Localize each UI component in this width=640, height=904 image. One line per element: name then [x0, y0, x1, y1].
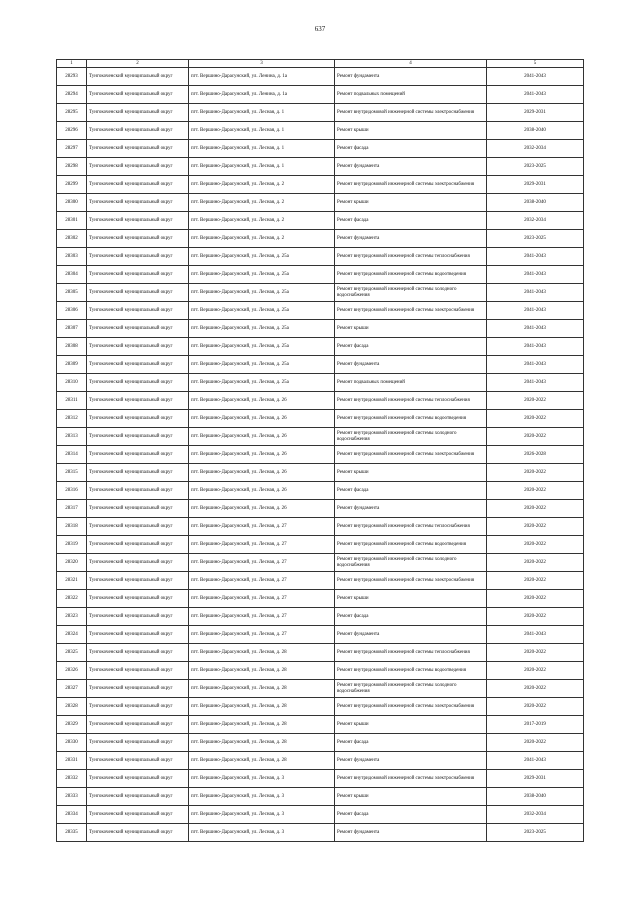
- municipality-cell: Тунгокоченский муниципальный округ: [87, 68, 189, 86]
- row-number-cell: 28334: [57, 806, 87, 824]
- work-type-cell: Ремонт крыши: [335, 122, 487, 140]
- table-row: [57, 806, 584, 824]
- row-number-cell: 28321: [57, 572, 87, 590]
- municipality-cell: Тунгокоченский муниципальный округ: [87, 140, 189, 158]
- table-row: [57, 86, 584, 104]
- row-number-cell: 28311: [57, 392, 87, 410]
- row-number-cell: 28302: [57, 230, 87, 248]
- work-type-cell: Ремонт фасада: [335, 806, 487, 824]
- table-row: [57, 410, 584, 428]
- row-number-cell: 28299: [57, 176, 87, 194]
- address-cell: пгт. Вершино-Дарасунский, ул. Лесная, д. 28: [189, 680, 335, 698]
- row-number-cell: 28313: [57, 428, 87, 446]
- work-type-cell: Ремонт внутридомовой инженерной системы холодного водоснабжения: [335, 680, 487, 698]
- row-number-cell: 28301: [57, 212, 87, 230]
- table-row: [57, 266, 584, 284]
- address-cell: пгт. Вершино-Дарасунский, ул. Лесная, д. 3: [189, 770, 335, 788]
- municipality-cell: Тунгокоченский муниципальный округ: [87, 230, 189, 248]
- table-row: [57, 284, 584, 302]
- period-cell: 2020-2022: [487, 428, 584, 446]
- period-cell: 2020-2022: [487, 554, 584, 572]
- work-type-cell: Ремонт подвальных помещений: [335, 86, 487, 104]
- address-cell: пгт. Вершино-Дарасунский, ул. Лесная, д. 2: [189, 176, 335, 194]
- work-type-cell: Ремонт внутридомовой инженерной системы холодного водоснабжения: [335, 428, 487, 446]
- table-row: [57, 122, 584, 140]
- address-cell: пгт. Вершино-Дарасунский, ул. Лесная, д. 27: [189, 626, 335, 644]
- row-number-cell: 28332: [57, 770, 87, 788]
- municipality-cell: Тунгокоченский муниципальный округ: [87, 248, 189, 266]
- table-row: [57, 158, 584, 176]
- period-cell: 2020-2022: [487, 680, 584, 698]
- address-cell: пгт. Вершино-Дарасунский, ул. Лесная, д. 26: [189, 428, 335, 446]
- period-cell: 2020-2022: [487, 662, 584, 680]
- address-cell: пгт. Вершино-Дарасунский, ул. Лесная, д. 25а: [189, 302, 335, 320]
- work-type-cell: Ремонт внутридомовой инженерной системы водоотведения: [335, 536, 487, 554]
- work-type-cell: Ремонт внутридомовой инженерной системы холодного водоснабжения: [335, 554, 487, 572]
- table-row: [57, 320, 584, 338]
- address-cell: пгт. Вершино-Дарасунский, ул. Лесная, д. 1: [189, 158, 335, 176]
- municipality-cell: Тунгокоченский муниципальный округ: [87, 194, 189, 212]
- work-type-cell: Ремонт внутридомовой инженерной системы электроснабжения: [335, 104, 487, 122]
- period-cell: 2020-2022: [487, 644, 584, 662]
- address-cell: пгт. Вершино-Дарасунский, ул. Ленина, д. 1а: [189, 68, 335, 86]
- row-number-cell: 28315: [57, 464, 87, 482]
- municipality-cell: Тунгокоченский муниципальный округ: [87, 626, 189, 644]
- table-row: [57, 788, 584, 806]
- work-type-cell: Ремонт фундамента: [335, 68, 487, 86]
- work-type-cell: Ремонт внутридомовой инженерной системы теплоснабжения: [335, 248, 487, 266]
- address-cell: пгт. Вершино-Дарасунский, ул. Лесная, д. 27: [189, 536, 335, 554]
- municipality-cell: Тунгокоченский муниципальный округ: [87, 122, 189, 140]
- address-cell: пгт. Вершино-Дарасунский, ул. Лесная, д. 3: [189, 806, 335, 824]
- row-number-cell: 28319: [57, 536, 87, 554]
- address-cell: пгт. Вершино-Дарасунский, ул. Лесная, д. 26: [189, 446, 335, 464]
- municipality-cell: Тунгокоченский муниципальный округ: [87, 86, 189, 104]
- period-cell: 2020-2022: [487, 608, 584, 626]
- municipality-cell: Тунгокоченский муниципальный округ: [87, 698, 189, 716]
- table-row: [57, 770, 584, 788]
- table-body: [57, 68, 584, 842]
- column-number-row: [57, 60, 584, 68]
- work-type-cell: Ремонт фундамента: [335, 626, 487, 644]
- period-cell: 2029-2031: [487, 176, 584, 194]
- municipality-cell: Тунгокоченский муниципальный округ: [87, 392, 189, 410]
- period-cell: 2020-2022: [487, 536, 584, 554]
- address-cell: пгт. Вершино-Дарасунский, ул. Лесная, д. 27: [189, 590, 335, 608]
- row-number-cell: 28335: [57, 824, 87, 842]
- period-cell: 2041-2043: [487, 626, 584, 644]
- address-cell: пгт. Вершино-Дарасунский, ул. Ленина, д. 1а: [189, 86, 335, 104]
- municipality-cell: Тунгокоченский муниципальный округ: [87, 158, 189, 176]
- table-row: [57, 104, 584, 122]
- row-number-cell: 28333: [57, 788, 87, 806]
- period-cell: 2041-2043: [487, 266, 584, 284]
- period-cell: 2020-2022: [487, 734, 584, 752]
- table-row: [57, 500, 584, 518]
- period-cell: 2020-2022: [487, 392, 584, 410]
- table-row: [57, 572, 584, 590]
- table-row: [57, 428, 584, 446]
- row-number-cell: 28314: [57, 446, 87, 464]
- address-cell: пгт. Вершино-Дарасунский, ул. Лесная, д. 1: [189, 140, 335, 158]
- row-number-cell: 28294: [57, 86, 87, 104]
- municipality-cell: Тунгокоченский муниципальный округ: [87, 320, 189, 338]
- period-cell: 2041-2043: [487, 752, 584, 770]
- work-type-cell: Ремонт фасада: [335, 212, 487, 230]
- work-type-cell: Ремонт внутридомовой инженерной системы электроснабжения: [335, 698, 487, 716]
- row-number-cell: 28316: [57, 482, 87, 500]
- column-header: 4: [335, 60, 487, 68]
- row-number-cell: 28297: [57, 140, 87, 158]
- municipality-cell: Тунгокоченский муниципальный округ: [87, 824, 189, 842]
- row-number-cell: 28300: [57, 194, 87, 212]
- row-number-cell: 28317: [57, 500, 87, 518]
- work-type-cell: Ремонт фундамента: [335, 824, 487, 842]
- table-row: [57, 194, 584, 212]
- address-cell: пгт. Вершино-Дарасунский, ул. Лесная, д. 26: [189, 464, 335, 482]
- municipality-cell: Тунгокоченский муниципальный округ: [87, 608, 189, 626]
- municipality-cell: Тунгокоченский муниципальный округ: [87, 464, 189, 482]
- row-number-cell: 28298: [57, 158, 87, 176]
- table-row: [57, 230, 584, 248]
- row-number-cell: 28331: [57, 752, 87, 770]
- municipality-cell: Тунгокоченский муниципальный округ: [87, 644, 189, 662]
- period-cell: 2041-2043: [487, 248, 584, 266]
- table-row: [57, 698, 584, 716]
- municipality-cell: Тунгокоченский муниципальный округ: [87, 266, 189, 284]
- address-cell: пгт. Вершино-Дарасунский, ул. Лесная, д. 25а: [189, 248, 335, 266]
- work-type-cell: Ремонт внутридомовой инженерной системы водоотведения: [335, 266, 487, 284]
- municipality-cell: Тунгокоченский муниципальный округ: [87, 356, 189, 374]
- work-type-cell: Ремонт фундамента: [335, 500, 487, 518]
- address-cell: пгт. Вершино-Дарасунский, ул. Лесная, д. 2: [189, 194, 335, 212]
- capital-repair-table: [56, 59, 584, 842]
- row-number-cell: 28309: [57, 356, 87, 374]
- period-cell: 2041-2043: [487, 86, 584, 104]
- period-cell: 2041-2043: [487, 68, 584, 86]
- table-row: [57, 734, 584, 752]
- period-cell: 2029-2031: [487, 104, 584, 122]
- address-cell: пгт. Вершино-Дарасунский, ул. Лесная, д. 25а: [189, 266, 335, 284]
- municipality-cell: Тунгокоченский муниципальный округ: [87, 410, 189, 428]
- work-type-cell: Ремонт фундамента: [335, 356, 487, 374]
- table-row: [57, 518, 584, 536]
- municipality-cell: Тунгокоченский муниципальный округ: [87, 446, 189, 464]
- period-cell: 2026-2028: [487, 446, 584, 464]
- address-cell: пгт. Вершино-Дарасунский, ул. Лесная, д. 2: [189, 212, 335, 230]
- address-cell: пгт. Вершино-Дарасунский, ул. Лесная, д. 28: [189, 698, 335, 716]
- address-cell: пгт. Вершино-Дарасунский, ул. Лесная, д. 3: [189, 824, 335, 842]
- row-number-cell: 28320: [57, 554, 87, 572]
- row-number-cell: 28318: [57, 518, 87, 536]
- period-cell: 2029-2031: [487, 770, 584, 788]
- period-cell: 2020-2022: [487, 464, 584, 482]
- period-cell: 2041-2043: [487, 302, 584, 320]
- period-cell: 2023-2025: [487, 230, 584, 248]
- table-row: [57, 752, 584, 770]
- row-number-cell: 28329: [57, 716, 87, 734]
- municipality-cell: Тунгокоченский муниципальный округ: [87, 590, 189, 608]
- period-cell: 2023-2025: [487, 158, 584, 176]
- period-cell: 2032-2034: [487, 212, 584, 230]
- municipality-cell: Тунгокоченский муниципальный округ: [87, 212, 189, 230]
- row-number-cell: 28306: [57, 302, 87, 320]
- row-number-cell: 28310: [57, 374, 87, 392]
- row-number-cell: 28296: [57, 122, 87, 140]
- table-row: [57, 392, 584, 410]
- row-number-cell: 28308: [57, 338, 87, 356]
- table-row: [57, 482, 584, 500]
- work-type-cell: Ремонт внутридомовой инженерной системы электроснабжения: [335, 176, 487, 194]
- municipality-cell: Тунгокоченский муниципальный округ: [87, 482, 189, 500]
- address-cell: пгт. Вершино-Дарасунский, ул. Лесная, д. 26: [189, 392, 335, 410]
- work-type-cell: Ремонт внутридомовой инженерной системы электроснабжения: [335, 302, 487, 320]
- work-type-cell: Ремонт фундамента: [335, 230, 487, 248]
- row-number-cell: 28295: [57, 104, 87, 122]
- row-number-cell: 28293: [57, 68, 87, 86]
- table-row: [57, 536, 584, 554]
- table-row: [57, 626, 584, 644]
- municipality-cell: Тунгокоченский муниципальный округ: [87, 572, 189, 590]
- page-number: 637: [314, 25, 326, 33]
- period-cell: 2023-2025: [487, 824, 584, 842]
- address-cell: пгт. Вершино-Дарасунский, ул. Лесная, д. 28: [189, 716, 335, 734]
- work-type-cell: Ремонт крыши: [335, 464, 487, 482]
- address-cell: пгт. Вершино-Дарасунский, ул. Лесная, д. 26: [189, 482, 335, 500]
- table-row: [57, 554, 584, 572]
- work-type-cell: Ремонт фундамента: [335, 158, 487, 176]
- address-cell: пгт. Вершино-Дарасунский, ул. Лесная, д. 27: [189, 554, 335, 572]
- period-cell: 2020-2022: [487, 518, 584, 536]
- row-number-cell: 28304: [57, 266, 87, 284]
- address-cell: пгт. Вершино-Дарасунский, ул. Лесная, д. 27: [189, 608, 335, 626]
- period-cell: 2020-2022: [487, 590, 584, 608]
- municipality-cell: Тунгокоченский муниципальный округ: [87, 788, 189, 806]
- municipality-cell: Тунгокоченский муниципальный округ: [87, 518, 189, 536]
- municipality-cell: Тунгокоченский муниципальный округ: [87, 716, 189, 734]
- period-cell: 2041-2043: [487, 320, 584, 338]
- work-type-cell: Ремонт внутридомовой инженерной системы электроснабжения: [335, 446, 487, 464]
- table-row: [57, 356, 584, 374]
- column-header: 1: [57, 60, 87, 68]
- address-cell: пгт. Вершино-Дарасунский, ул. Лесная, д. 25а: [189, 338, 335, 356]
- table-row: [57, 716, 584, 734]
- table-row: [57, 140, 584, 158]
- address-cell: пгт. Вершино-Дарасунский, ул. Лесная, д. 25а: [189, 284, 335, 302]
- period-cell: 2020-2022: [487, 482, 584, 500]
- work-type-cell: Ремонт крыши: [335, 590, 487, 608]
- municipality-cell: Тунгокоченский муниципальный округ: [87, 500, 189, 518]
- table-row: [57, 374, 584, 392]
- work-type-cell: Ремонт подвальных помещений: [335, 374, 487, 392]
- row-number-cell: 28323: [57, 608, 87, 626]
- municipality-cell: Тунгокоченский муниципальный округ: [87, 806, 189, 824]
- work-type-cell: Ремонт внутридомовой инженерной системы электроснабжения: [335, 770, 487, 788]
- address-cell: пгт. Вершино-Дарасунский, ул. Лесная, д. 3: [189, 788, 335, 806]
- work-type-cell: Ремонт внутридомовой инженерной системы холодного водоснабжения: [335, 284, 487, 302]
- table-row: [57, 338, 584, 356]
- work-type-cell: Ремонт внутридомовой инженерной системы водоотведения: [335, 410, 487, 428]
- work-type-cell: Ремонт фасада: [335, 140, 487, 158]
- table-row: [57, 644, 584, 662]
- work-type-cell: Ремонт внутридомовой инженерной системы водоотведения: [335, 662, 487, 680]
- row-number-cell: 28326: [57, 662, 87, 680]
- work-type-cell: Ремонт внутридомовой инженерной системы электроснабжения: [335, 572, 487, 590]
- period-cell: 2041-2043: [487, 338, 584, 356]
- municipality-cell: Тунгокоченский муниципальный округ: [87, 662, 189, 680]
- row-number-cell: 28303: [57, 248, 87, 266]
- period-cell: 2041-2043: [487, 356, 584, 374]
- period-cell: 2020-2022: [487, 698, 584, 716]
- period-cell: 2038-2040: [487, 788, 584, 806]
- municipality-cell: Тунгокоченский муниципальный округ: [87, 752, 189, 770]
- period-cell: 2038-2040: [487, 194, 584, 212]
- municipality-cell: Тунгокоченский муниципальный округ: [87, 770, 189, 788]
- row-number-cell: 28312: [57, 410, 87, 428]
- work-type-cell: Ремонт фасада: [335, 608, 487, 626]
- address-cell: пгт. Вершино-Дарасунский, ул. Лесная, д. 2: [189, 230, 335, 248]
- municipality-cell: Тунгокоченский муниципальный округ: [87, 428, 189, 446]
- address-cell: пгт. Вершино-Дарасунский, ул. Лесная, д. 27: [189, 518, 335, 536]
- table-row: [57, 446, 584, 464]
- municipality-cell: Тунгокоченский муниципальный округ: [87, 734, 189, 752]
- table-row: [57, 68, 584, 86]
- row-number-cell: 28305: [57, 284, 87, 302]
- period-cell: 2032-2034: [487, 140, 584, 158]
- work-type-cell: Ремонт крыши: [335, 716, 487, 734]
- period-cell: 2020-2022: [487, 572, 584, 590]
- work-type-cell: Ремонт фасада: [335, 734, 487, 752]
- column-header: 5: [487, 60, 584, 68]
- work-type-cell: Ремонт внутридомовой инженерной системы теплоснабжения: [335, 392, 487, 410]
- table-row: [57, 302, 584, 320]
- period-cell: 2020-2022: [487, 500, 584, 518]
- municipality-cell: Тунгокоченский муниципальный округ: [87, 176, 189, 194]
- work-type-cell: Ремонт крыши: [335, 788, 487, 806]
- table-row: [57, 212, 584, 230]
- work-type-cell: Ремонт внутридомовой инженерной системы теплоснабжения: [335, 518, 487, 536]
- municipality-cell: Тунгокоченский муниципальный округ: [87, 284, 189, 302]
- municipality-cell: Тунгокоченский муниципальный округ: [87, 554, 189, 572]
- municipality-cell: Тунгокоченский муниципальный округ: [87, 680, 189, 698]
- table-row: [57, 248, 584, 266]
- row-number-cell: 28327: [57, 680, 87, 698]
- work-type-cell: Ремонт фасада: [335, 482, 487, 500]
- row-number-cell: 28325: [57, 644, 87, 662]
- period-cell: 2038-2040: [487, 122, 584, 140]
- row-number-cell: 28328: [57, 698, 87, 716]
- column-header: 2: [87, 60, 189, 68]
- address-cell: пгт. Вершино-Дарасунский, ул. Лесная, д. 27: [189, 572, 335, 590]
- municipality-cell: Тунгокоченский муниципальный округ: [87, 302, 189, 320]
- municipality-cell: Тунгокоченский муниципальный округ: [87, 104, 189, 122]
- table-row: [57, 662, 584, 680]
- work-type-cell: Ремонт крыши: [335, 320, 487, 338]
- address-cell: пгт. Вершино-Дарасунский, ул. Лесная, д. 28: [189, 644, 335, 662]
- address-cell: пгт. Вершино-Дарасунский, ул. Лесная, д. 25а: [189, 374, 335, 392]
- row-number-cell: 28307: [57, 320, 87, 338]
- period-cell: 2020-2022: [487, 410, 584, 428]
- period-cell: 2041-2043: [487, 284, 584, 302]
- table-row: [57, 824, 584, 842]
- address-cell: пгт. Вершино-Дарасунский, ул. Лесная, д. 26: [189, 500, 335, 518]
- row-number-cell: 28322: [57, 590, 87, 608]
- address-cell: пгт. Вершино-Дарасунский, ул. Лесная, д. 25а: [189, 320, 335, 338]
- municipality-cell: Тунгокоченский муниципальный округ: [87, 374, 189, 392]
- address-cell: пгт. Вершино-Дарасунский, ул. Лесная, д. 26: [189, 410, 335, 428]
- municipality-cell: Тунгокоченский муниципальный округ: [87, 338, 189, 356]
- municipality-cell: Тунгокоченский муниципальный округ: [87, 536, 189, 554]
- address-cell: пгт. Вершино-Дарасунский, ул. Лесная, д. 28: [189, 662, 335, 680]
- address-cell: пгт. Вершино-Дарасунский, ул. Лесная, д. 1: [189, 104, 335, 122]
- period-cell: 2032-2034: [487, 806, 584, 824]
- table-row: [57, 176, 584, 194]
- column-header: 3: [189, 60, 335, 68]
- work-type-cell: Ремонт крыши: [335, 194, 487, 212]
- address-cell: пгт. Вершино-Дарасунский, ул. Лесная, д. 25а: [189, 356, 335, 374]
- row-number-cell: 28324: [57, 626, 87, 644]
- table-row: [57, 464, 584, 482]
- period-cell: 2017-2019: [487, 716, 584, 734]
- work-type-cell: Ремонт внутридомовой инженерной системы теплоснабжения: [335, 644, 487, 662]
- table-row: [57, 590, 584, 608]
- row-number-cell: 28330: [57, 734, 87, 752]
- address-cell: пгт. Вершино-Дарасунский, ул. Лесная, д. 28: [189, 734, 335, 752]
- work-type-cell: Ремонт фундамента: [335, 752, 487, 770]
- address-cell: пгт. Вершино-Дарасунский, ул. Лесная, д. 28: [189, 752, 335, 770]
- table-row: [57, 608, 584, 626]
- table-row: [57, 680, 584, 698]
- address-cell: пгт. Вершино-Дарасунский, ул. Лесная, д. 1: [189, 122, 335, 140]
- work-type-cell: Ремонт фасада: [335, 338, 487, 356]
- period-cell: 2041-2043: [487, 374, 584, 392]
